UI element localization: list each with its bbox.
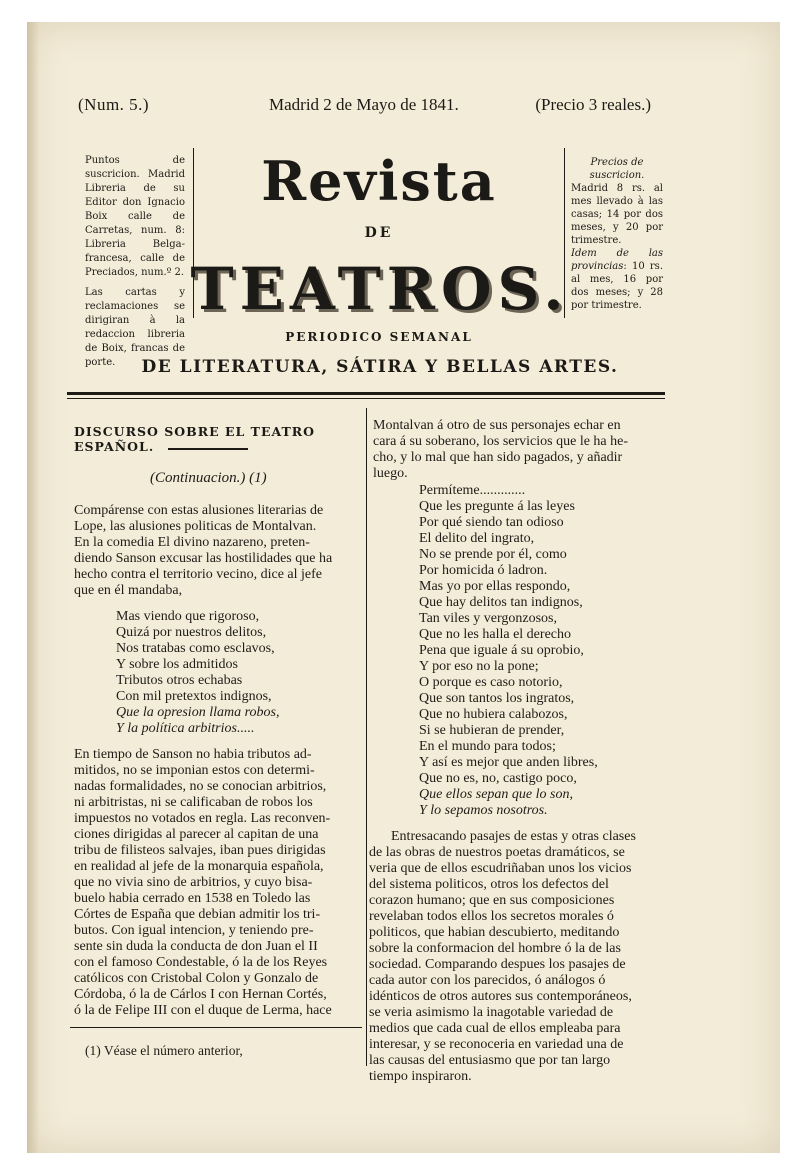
p4-line: corazon humano; que en sus composiciones (369, 893, 615, 908)
verse-line: Por qué siendo tan odioso (419, 515, 564, 530)
p1-line: Lope, las alusiones politicas de Montalvan. (74, 519, 317, 534)
p4-line: interesar, y se reconoceria en variedad una de (369, 1037, 624, 1052)
verse-line: Que no hubiera calabozos, (419, 707, 568, 722)
verse-line: Que la opresion llama robos, (116, 705, 280, 720)
p2-line: católicos con Cristobal Colon y Gonzalo de (74, 971, 319, 986)
newspaper-page (27, 22, 780, 1153)
p2-line: Córtes de España que debian admitir los tri- (74, 907, 321, 922)
p3-line: Montalvan á otro de sus personajes echar en (373, 418, 621, 433)
continuacion-label: (Continuacion.) (1) (150, 470, 267, 486)
p2-line: nadas formalidades, no se conocian arbitrios, (74, 779, 327, 794)
subscription-letters-text: Las cartas y reclamaciones se dirigiran à la redaccion libreria de Boix, francas de porte. (85, 287, 185, 368)
column-divider (366, 408, 367, 1066)
heading-ornament (168, 448, 248, 450)
verse-line: Y la política arbitrios..... (116, 721, 255, 736)
footnote: (1) Véase el número anterior, (85, 1043, 243, 1058)
p4-line: las causas del entusiasmo que por tan largo (369, 1053, 611, 1068)
prices-provinces-heading: Idem de las provincias (571, 248, 663, 272)
paragraph-1 (74, 503, 362, 599)
prices-madrid: Madrid 8 rs. al mes llevado à las casas; 14 por dos meses, y 20 por trimestre. (571, 183, 663, 246)
verse-line: El delito del ingrato, (419, 531, 535, 546)
p4-line: Entresacando pasajes de estas y otras clases (391, 829, 636, 844)
p4-line: se veria asimismo la inagotable variedad de (369, 1005, 614, 1020)
p1-line: En la comedia El divino nazareno, preten- (74, 535, 310, 550)
p4-line: de las obras de nuestros poetas dramáticos, se (369, 845, 625, 860)
subscription-points (85, 154, 185, 376)
masthead-topline (71, 95, 661, 121)
p2-line: sente sin duda la conducta de don Juan el II (74, 939, 318, 954)
p2-line: ni arbitristas, ni se calificaban de robos los (74, 795, 313, 810)
p2-line: en realidad al jefe de la monarquia española, (74, 859, 324, 874)
verse-montalvan (419, 483, 659, 819)
p4-line: sobre la conformacion del hombre ó la de las (369, 941, 621, 956)
p2-line: que no vivia sino de arbitrios, y cuyo bisa- (74, 875, 313, 890)
p1-line: que en él mandaba, (74, 583, 183, 598)
masthead-rule-thick (67, 392, 665, 395)
p4-line: tiempo inspiraron. (369, 1069, 472, 1084)
verse-line: Y sobre los admitidos (116, 657, 238, 672)
p4-line: veria que de ellos escudriñaban unos los vicios (369, 861, 632, 876)
page-edge-shadow (27, 22, 39, 1153)
verse-line: Por homicida ó ladron. (419, 563, 548, 578)
verse-line: Pena que iguale á su oprobio, (419, 643, 584, 658)
p2-line: Córdoba, ó la de Cárlos I con Hernan Cortés, (74, 987, 327, 1002)
verse-line: Con mil pretextos indignos, (116, 689, 272, 704)
p3-line: cara á su soberano, los servicios que le ha he- (373, 434, 629, 449)
prices-heading: Precios de suscricion. (589, 157, 645, 181)
p1-line: diendo Sanson excusar las hostilidades que ha (74, 551, 333, 566)
p4-line: cada autor con los parecidos, ó análogos ó (369, 973, 606, 988)
p4-line: revelaban todos ellos los secretos morales ó (369, 909, 614, 924)
subtitle-literatura: DE LITERATURA, SÁTIRA Y BELLAS ARTES. (141, 357, 619, 377)
paragraph-2 (74, 747, 362, 1019)
p2-line: ó la de Felipe III con el duque de Lerma, hace (74, 1003, 332, 1018)
paragraph-4 (369, 829, 661, 1085)
p4-line: idénticos de otros autores sus contemporáneos, (369, 989, 632, 1004)
verse-line: Que hay delitos tan indignos, (419, 595, 583, 610)
subtitle-periodico: PERIODICO SEMANAL (285, 330, 473, 344)
title-de: DE (364, 225, 394, 241)
footnote-rule (70, 1027, 362, 1028)
p4-line: del sistema politicos, otros los defectos del (369, 877, 609, 892)
p2-line: mitidos, no se imponian estos con determi- (74, 763, 315, 778)
verse-line: Nos tratabas como esclavos, (116, 641, 275, 656)
title-teatros: TEATROS. (190, 255, 570, 323)
subscription-prices (571, 156, 663, 312)
paragraph-3 (373, 418, 663, 482)
p1-line: Compárense con estas alusiones literarias de (74, 503, 324, 518)
p2-line: con el famoso Condestable, ó la de los Reyes (74, 955, 328, 970)
title-revista: Revista (261, 149, 497, 213)
p4-line: sociedad. Comparando despues los pasajes de (369, 957, 626, 972)
verse-line: Que son tantos los ingratos, (419, 691, 575, 706)
p2-line: ciones dirigidas al parecer al capitan de una (74, 827, 319, 842)
verse-line: Que les pregunte á las leyes (419, 499, 575, 514)
p2-line: impuestos no votados en regla. Las reconven- (74, 811, 331, 826)
p2-line: tribu de filisteos salvajes, iban pues dirigidas (74, 843, 326, 858)
verse-line: Tributos otros echabas (116, 673, 243, 688)
verse-line: En el mundo para todos; (419, 739, 556, 754)
verse-line: Que no les halla el derecho (419, 627, 571, 642)
p4-line: medios que cada cual de ellos empleaba para (369, 1021, 621, 1036)
verse-line: Y lo sepamos nosotros. (419, 803, 548, 818)
verse-line: Mas viendo que rigoroso, (116, 609, 260, 624)
masthead-rule-thin (67, 398, 665, 399)
verse-line: Que ellos sepan que lo son, (419, 787, 573, 802)
verse-line: Y por eso no la pone; (419, 659, 539, 674)
subscription-points-text: Puntos de suscricion. Madrid Libreria de su Editor don Ignacio Boix calle de Carretas, num. 8: Libreria Belga-francesa, calle de Preciados, num.º 2. (85, 155, 185, 278)
verse-line: Si se hubieran de prender, (419, 723, 565, 738)
p1-line: hecho contra el territorio vecino, dice al jefe (74, 567, 322, 582)
verse-line: Y así es mejor que anden libres, (419, 755, 598, 770)
issue-date: Madrid 2 de Mayo de 1841. (269, 95, 459, 114)
verse-line: Quizá por nuestros delitos, (116, 625, 267, 640)
verse-line: Permíteme............. (419, 483, 526, 498)
issue-price: (Precio 3 reales.) (535, 95, 651, 114)
p2-line: butos. Con igual intencion, y teniendo pre- (74, 923, 314, 938)
p3-line: cho, y lo mal que han sido pagados, y añadir (373, 450, 623, 465)
verse-line: No se prende por él, como (419, 547, 567, 562)
verse-line: Mas yo por ellas respondo, (419, 579, 571, 594)
prices-provinces: : 10 rs. al mes, 16 por dos meses; y 28 por trimestre. (571, 261, 663, 311)
issue-number: (Num. 5.) (78, 95, 150, 114)
p2-line: En tiempo de Sanson no habia tributos ad- (74, 747, 312, 762)
verse-sanson (116, 609, 356, 737)
p3-line: luego. (373, 466, 408, 481)
verse-line: Que no es, no, castigo poco, (419, 771, 577, 786)
p4-line: politicos, que habian descubierto, meditando (369, 925, 620, 940)
article-heading: DISCURSO SOBRE EL TEATRO ESPAÑOL. (74, 424, 316, 454)
p2-line: buelo habia cerrado en 1538 en Toledo las (74, 891, 311, 906)
verse-line: Tan viles y vergonzosos, (419, 611, 557, 626)
verse-line: O porque es caso notorio, (419, 675, 563, 690)
